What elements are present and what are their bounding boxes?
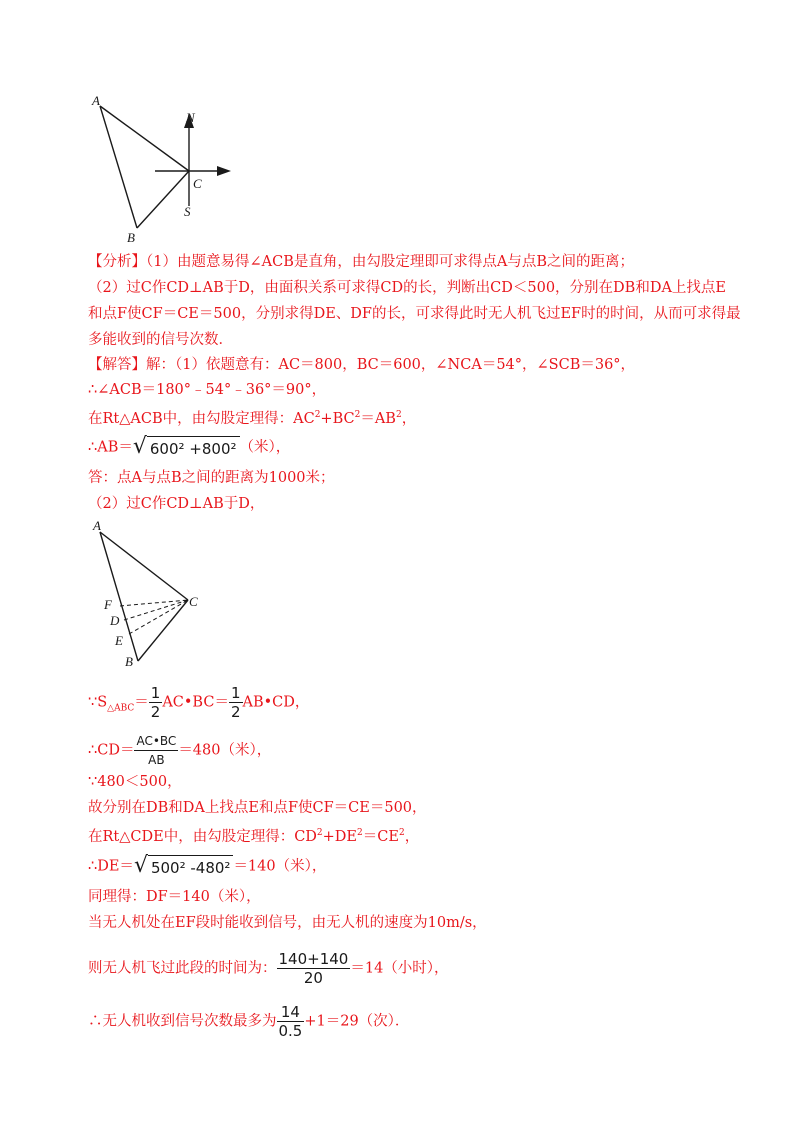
solution-line-3	[88, 405, 416, 429]
denominator: 20	[303, 969, 323, 987]
text-segment: ＝AB	[360, 410, 396, 427]
text-segment: 在Rt△CDE中，由勾股定理得：CD	[88, 828, 317, 845]
solution-line-7	[88, 684, 309, 721]
sqrt-expression: √ 500² -480²	[134, 855, 234, 878]
solution-line-6: （2）过C作CD⊥AB于D，	[88, 496, 265, 512]
denominator: 2	[150, 703, 161, 721]
text-segment: +DE	[322, 828, 358, 845]
fraction-time	[277, 950, 351, 987]
solution-line-9: ∵480＜500，	[88, 774, 182, 790]
denominator: AB	[148, 753, 165, 767]
radicand: 600² +800²	[147, 436, 240, 459]
sqrt-expression: √ 600² +800²	[133, 436, 240, 459]
solution-line-4	[88, 436, 290, 459]
text-segment: 在Rt△ACB中，由勾股定理得：AC	[88, 410, 315, 427]
text-segment: ∵S	[88, 694, 108, 711]
superscript: 2	[316, 828, 323, 838]
numerator: 140+140	[278, 950, 349, 968]
analysis-line-2: （2）过C作CD⊥AB于D，由面积关系可求得CD的长，判断出CD＜500，分别在DB和DA上找点E	[88, 280, 727, 296]
figure-compass-triangle	[85, 88, 245, 248]
fraction-half	[229, 684, 243, 721]
text-segment: AB•CD，	[242, 694, 310, 711]
label-n: N	[186, 110, 195, 125]
superscript: 2	[357, 828, 363, 838]
solution-line-1: 【解答】解：（1）依题意有：AC＝800，BC＝600，∠NCA＝54°，∠SCB＝36°，	[88, 357, 636, 373]
text-segment: ∴AB＝	[88, 439, 133, 456]
superscript: 2	[398, 828, 405, 838]
superscript: 2	[395, 410, 402, 420]
text-segment: ＝140（米），	[233, 858, 327, 875]
analysis-line-3: 和点F使CF＝CE＝500，分别求得DE、DF的长，可求得此时无人机飞过EF时的时间，从而可求得最	[88, 306, 741, 322]
text-segment: （米），	[239, 439, 291, 456]
text-segment: ∴无人机收到信号次数最多为	[88, 1013, 277, 1030]
label-a: A	[93, 518, 101, 533]
fraction-count	[277, 1003, 305, 1040]
numerator: 1	[150, 684, 161, 702]
text-segment: ，	[401, 410, 417, 427]
label-f: F	[104, 597, 112, 612]
denominator: 0.5	[278, 1022, 303, 1040]
text-segment: ∴CD＝	[88, 742, 135, 759]
subscript: △ABC	[107, 703, 135, 714]
text-segment: +1＝29（次）．	[304, 1013, 410, 1030]
text-segment: ，	[404, 828, 420, 845]
numerator: AC•BC	[134, 732, 178, 751]
solution-line-16	[88, 1003, 409, 1040]
text-segment: ＝	[134, 694, 149, 711]
radicand: 500² -480²	[148, 855, 233, 878]
solution-line-8	[88, 732, 271, 769]
label-b: B	[127, 230, 135, 245]
text-segment: +BC	[320, 410, 355, 427]
text-segment: ∴DE＝	[88, 858, 134, 875]
solution-line-5: 答：点A与点B之间的距离为1000米；	[88, 470, 335, 486]
text-segment: ＝480（米），	[178, 742, 272, 759]
numerator: 1	[230, 684, 241, 702]
figure-triangle-dcef	[85, 516, 215, 671]
superscript: 2	[314, 410, 321, 420]
text-segment: AC•BC＝	[162, 694, 229, 711]
analysis-line-4: 多能收到的信号次数．	[88, 332, 233, 348]
denominator: 2	[230, 703, 241, 721]
label-e: E	[115, 633, 123, 648]
solution-line-14: 当无人机处在EF段时能收到信号，由无人机的速度为10m/s，	[88, 915, 487, 931]
text-segment: ＝CE	[362, 828, 399, 845]
numerator: 14	[277, 1003, 305, 1022]
label-c: C	[189, 594, 198, 609]
solution-line-13: 同理得：DF＝140（米），	[88, 889, 261, 905]
analysis-line-1: 【分析】（1）由题意易得∠ACB是直角，由勾股定理即可求得点A与点B之间的距离；	[88, 254, 634, 270]
text-segment: 则无人机飞过此段的时间为：	[88, 960, 277, 977]
text-segment: ＝14（小时），	[350, 960, 449, 977]
solution-line-2: ∴∠ACB＝180°﹣54°﹣36°＝90°，	[88, 382, 327, 398]
label-d: D	[110, 613, 120, 628]
label-c: C	[193, 176, 202, 191]
fraction-cd	[134, 732, 178, 769]
solution-line-12	[88, 855, 326, 878]
solution-line-15	[88, 950, 449, 987]
fraction-half	[149, 684, 163, 721]
solution-line-10: 故分别在DB和DA上找点E和点F使CF＝CE＝500，	[88, 800, 427, 816]
solution-line-11	[88, 823, 419, 847]
label-a: A	[92, 93, 100, 108]
label-s: S	[184, 204, 191, 219]
superscript: 2	[354, 410, 361, 420]
label-b: B	[125, 654, 133, 669]
